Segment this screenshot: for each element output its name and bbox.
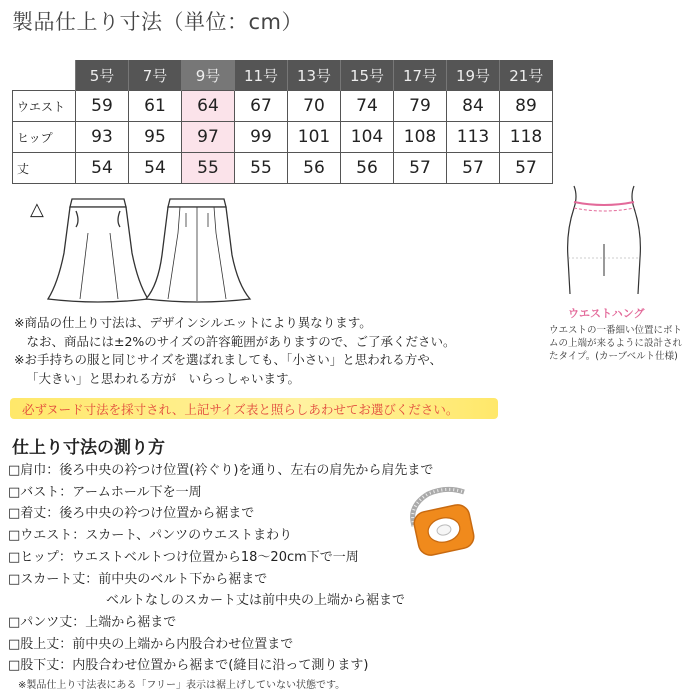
waist-hang-description: ウエストの一番細い位置にボトムの上端が来るように設計されたタイプ。(カーブベルト仕様) (549, 325, 683, 362)
table-row (13, 153, 553, 184)
table-cell: 113 (447, 122, 500, 153)
waist-hang-title: ウエストハング (568, 307, 645, 320)
note-line: ※お手持ちの服と同じサイズを選ばれましても、「小さい」と思われる方や、 (14, 352, 442, 368)
list-item: □股下丈：内股合わせ位置から裾まで(縫目に沿って測ります) (8, 658, 369, 674)
size-header: 7号 (129, 60, 182, 91)
skirt-illustrations (28, 193, 278, 305)
table-cell: 99 (235, 122, 288, 153)
skirt-back-illustration (146, 199, 250, 302)
list-item: □着丈：後ろ中央の衿つけ位置から裾まで (8, 506, 255, 522)
table-cell: 84 (447, 91, 500, 122)
size-header: 17号 (394, 60, 447, 91)
table-cell: 101 (288, 122, 341, 153)
table-cell: 56 (341, 153, 394, 184)
footnote: ※製品仕上り寸法表にある「フリー」表示は裾上げしていない状態です。 (18, 680, 346, 691)
size-header: 19号 (447, 60, 500, 91)
table-row (13, 91, 553, 122)
table-cell: 57 (447, 153, 500, 184)
row-label: ヒップ (13, 122, 76, 153)
row-label: 丈 (13, 153, 76, 184)
table-cell: 55 (235, 153, 288, 184)
table-cell: 93 (76, 122, 129, 153)
list-item: ベルトなしのスカート丈は前中央の上端から裾まで (106, 593, 406, 609)
size-header: 5号 (76, 60, 129, 91)
table-cell: 59 (76, 91, 129, 122)
table-cell: 74 (341, 91, 394, 122)
note-line: なお、商品には±2%のサイズの許容範囲がありますので、ご了承ください。 (14, 333, 456, 349)
note-line: 「大きい」と思われる方が いらっしゃいます。 (26, 370, 301, 386)
table-cell: 118 (500, 122, 553, 153)
table-cell: 104 (341, 122, 394, 153)
size-header: 21号 (500, 60, 553, 91)
list-item: □スカート丈：前中央のベルト下から裾まで (8, 571, 268, 587)
table-cell: 55 (182, 153, 235, 184)
how-to-list (8, 460, 433, 677)
table-cell: 70 (288, 91, 341, 122)
size-header: 15号 (341, 60, 394, 91)
table-cell: 108 (394, 122, 447, 153)
table-cell: 54 (129, 153, 182, 184)
size-header: 9号 (182, 60, 235, 91)
table-cell: 97 (182, 122, 235, 153)
size-header: 11号 (235, 60, 288, 91)
notice-text: 必ずヌード寸法を採寸され、上記サイズ表と照らしあわせてお選びください。 (22, 402, 459, 417)
size-table (12, 60, 553, 184)
table-corner (13, 60, 76, 91)
list-item: □股上丈：前中央の上端から内股合わせ位置まで (8, 636, 294, 652)
notice-banner (10, 398, 498, 419)
list-item: □ヒップ：ウエストベルトつけ位置から18〜20cm下で一周 (8, 549, 359, 565)
table-cell: 57 (394, 153, 447, 184)
size-header-row (13, 60, 553, 91)
waist-hang-figure (556, 182, 652, 300)
table-cell: 79 (394, 91, 447, 122)
list-item: □ウエスト：スカート、パンツのウエストまわり (8, 528, 293, 544)
table-row (13, 122, 553, 153)
table-cell: 57 (500, 153, 553, 184)
size-header: 13号 (288, 60, 341, 91)
skirt-front-illustration (48, 199, 148, 302)
table-cell: 64 (182, 91, 235, 122)
list-item: □パンツ丈：上端から裾まで (8, 614, 177, 630)
how-to-title: 仕上り寸法の測り方 (12, 438, 165, 458)
table-cell: 67 (235, 91, 288, 122)
table-cell: 95 (129, 122, 182, 153)
note-line: ※商品の仕上り寸法は、デザインシルエットにより異なります。 (14, 315, 372, 330)
table-cell: 89 (500, 91, 553, 122)
measuring-tape-icon (402, 486, 482, 560)
list-item: □肩巾：後ろ中央の衿つけ位置(衿ぐり)を通り、左右の肩先から肩先まで (8, 463, 434, 478)
notes (14, 314, 456, 388)
table-cell: 54 (76, 153, 129, 184)
page-title: 製品仕上り寸法（単位：cm） (12, 10, 304, 34)
row-label: ウエスト (13, 91, 76, 122)
table-cell: 61 (129, 91, 182, 122)
figure-mark: △ (30, 199, 44, 220)
table-cell: 56 (288, 153, 341, 184)
list-item: □バスト：アームホール下を一周 (8, 484, 202, 500)
